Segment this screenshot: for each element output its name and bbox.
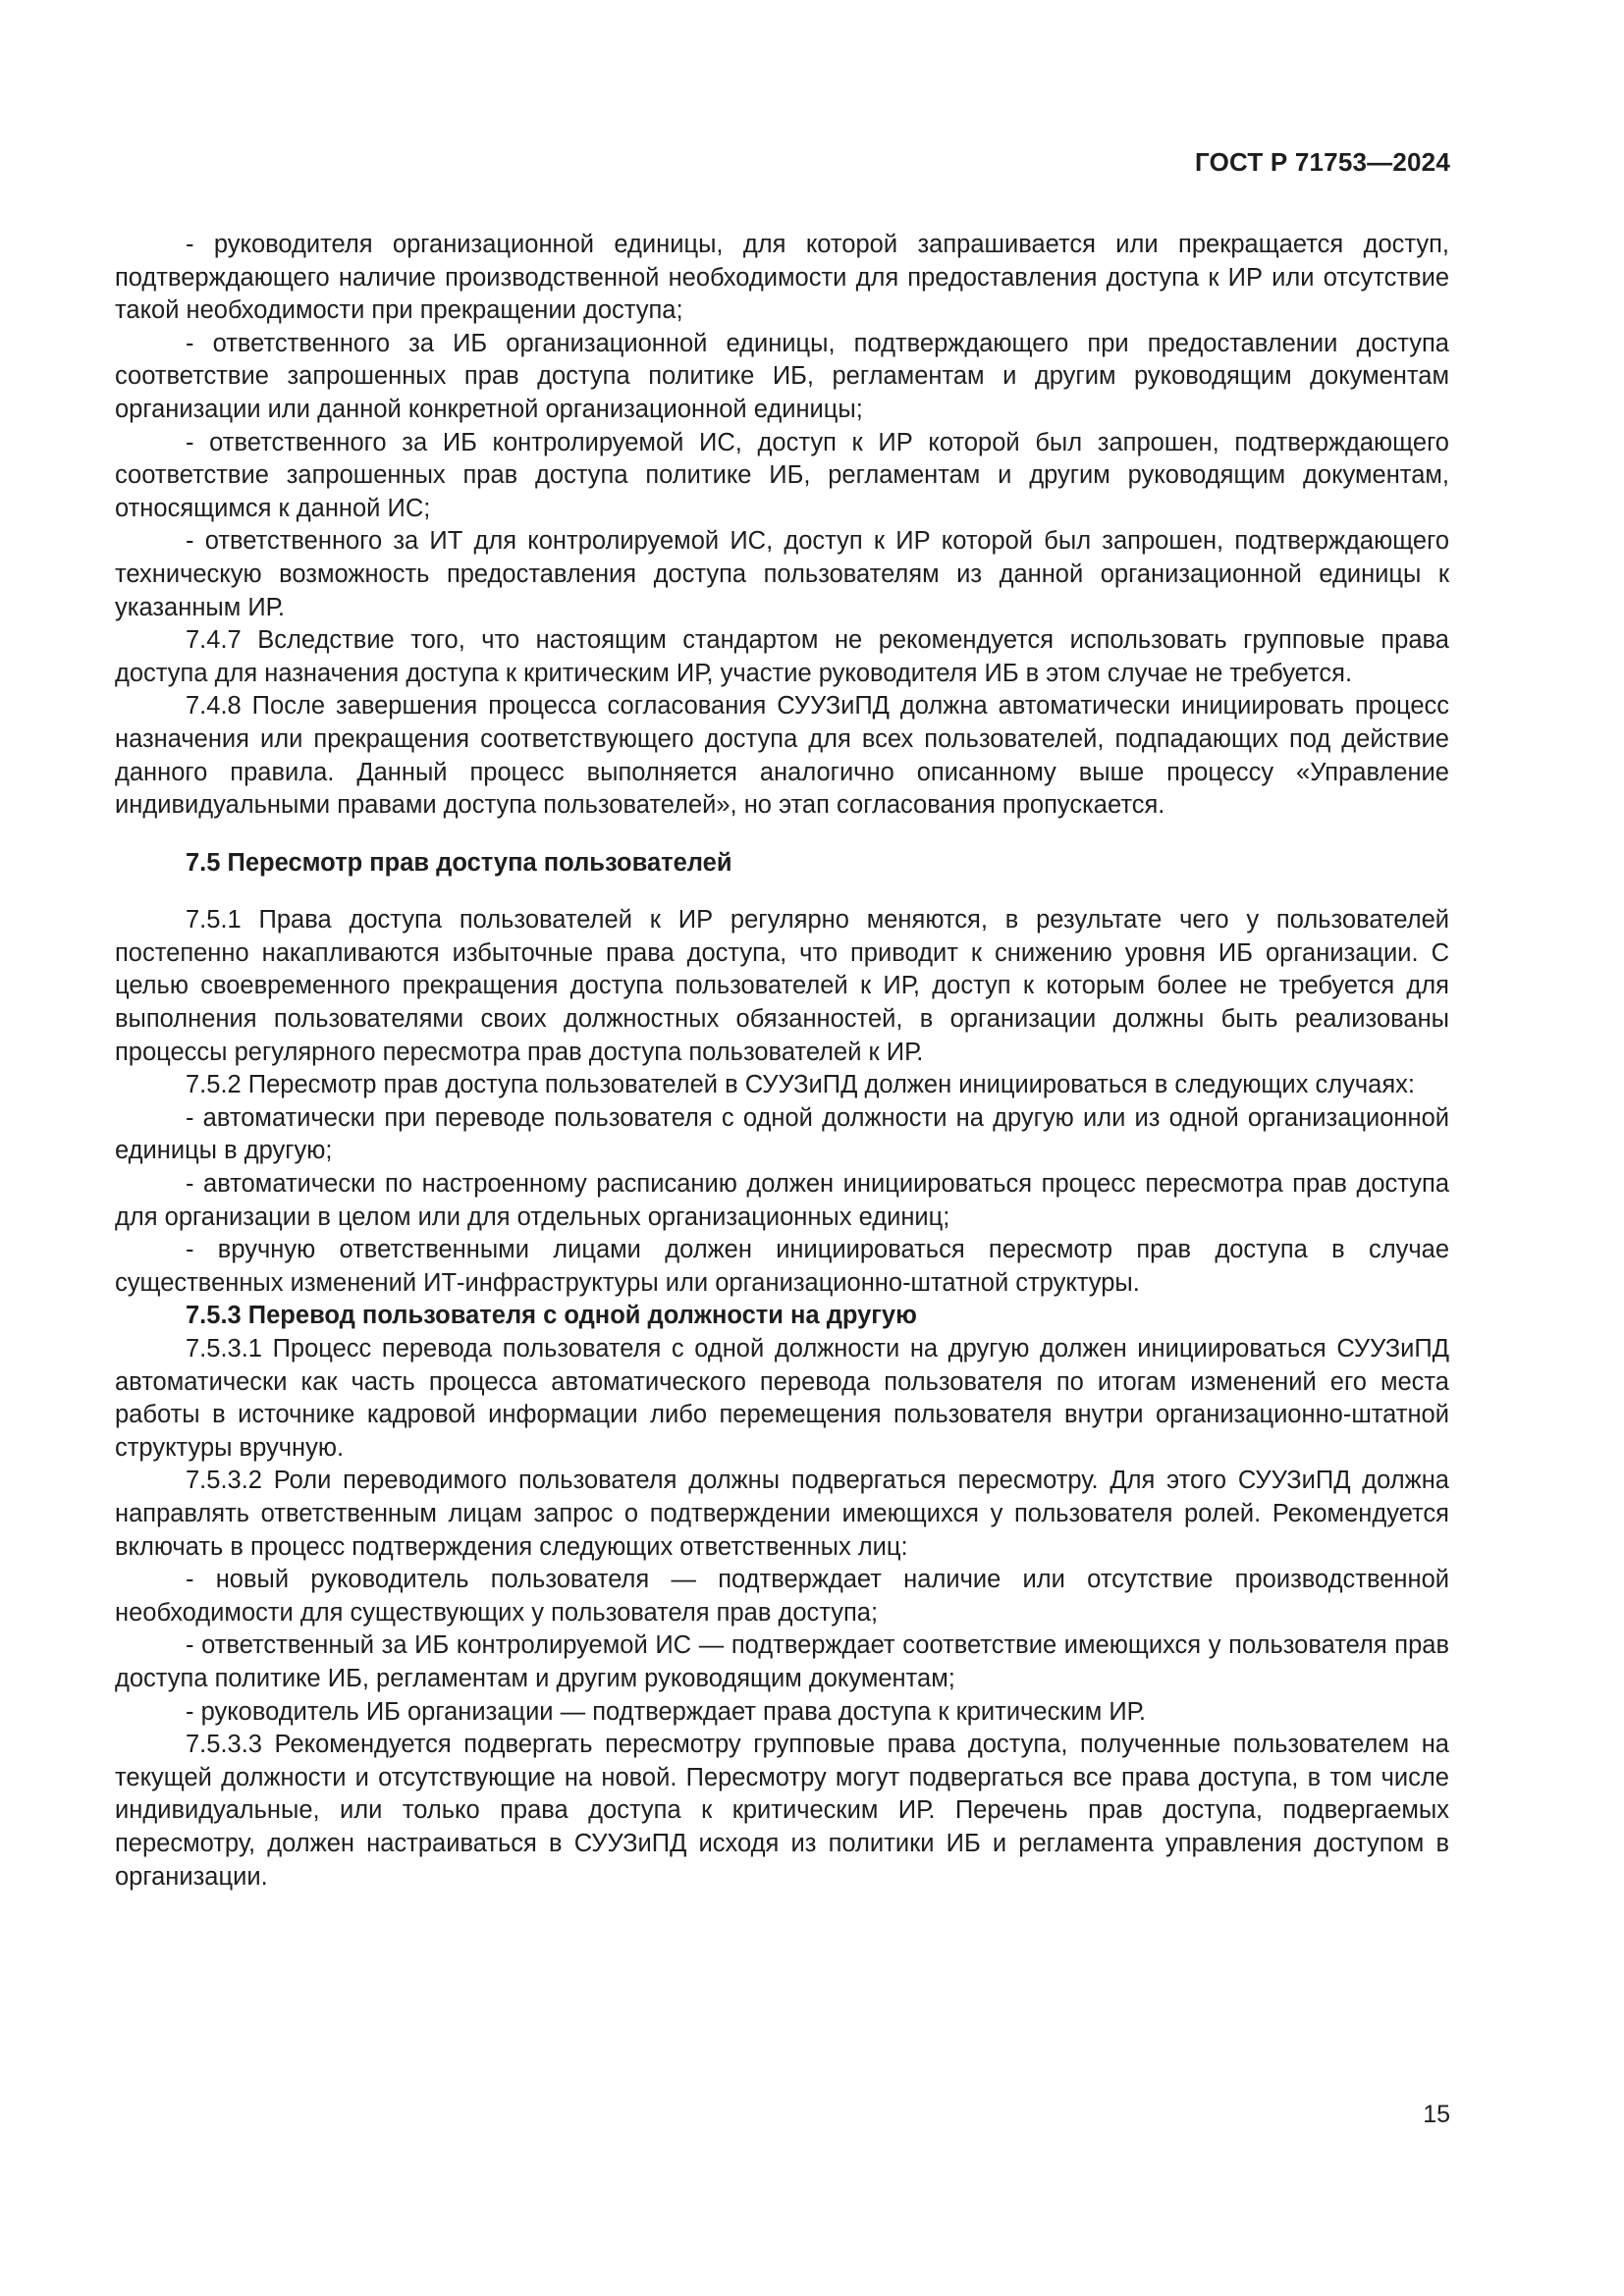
clause-7-5-1: 7.5.1 Права доступа пользователей к ИР регулярно меняются, в результате чего у пользователей постепенно накапливаются избыточные права доступа, что приводит к снижению уровня ИБ организации. С целью своевременного прекращения доступа пользователей к ИР, доступ к которым более не требуется для выполнения пользователями своих должностных обязанностей, в организации должны быть реализованы процессы регулярного пересмотра прав доступа пользователей к ИР. [115, 906, 1449, 1066]
clause-7-5-2: 7.5.2 Пересмотр прав доступа пользователей в СУУЗиПД должен инициироваться в следующих случаях: [186, 1071, 1415, 1099]
list-item-system-security-officer: - ответственного за ИБ контролируемой ИС, доступ к ИР которой был запрошен, подтверждающего соответствие запрошенных прав доступа политике ИБ, регламентам и другим руководящим документам, относящимся к данной ИС; [115, 428, 1449, 522]
list-item-unit-manager: - руководителя организационной единицы, для которой запрашивается или прекращается доступ, подтверждающего наличие производственной необходимости для предоставления доступа к ИР или отсутствие такой необходимости при прекращении доступа; [115, 231, 1449, 325]
clause-7-4-7: 7.4.7 Вследствие того, что настоящим стандартом не рекомендуется использовать групповые права доступа для назначения доступа к критическим ИР, участие руководителя ИБ в этом случае не требуется. [115, 626, 1449, 687]
list-item-auto-schedule: - автоматически по настроенному расписанию должен инициироваться процесс пересмотра прав доступа для организации в целом или для отдельных организационных единиц; [115, 1170, 1449, 1231]
section-heading-7-5: 7.5 Пересмотр прав доступа пользователей [186, 848, 732, 877]
list-item-manual-review: - вручную ответственными лицами должен инициироваться пересмотр прав доступа в случае существенных изменений ИТ-инфраструктуры или организационно-штатной структуры. [115, 1236, 1449, 1297]
subsection-heading-7-5-3: 7.5.3 Перевод пользователя с одной должности на другую [186, 1302, 917, 1330]
list-item-system-security-officer-confirm: - ответственный за ИБ контролируемой ИС — подтверждает соответствие имеющихся у пользователя прав доступа политике ИБ, регламентам и другим руководящим документам; [115, 1631, 1449, 1692]
list-item-new-manager: - новый руководитель пользователя — подтверждает наличие или отсутствие производственной необходимости для существующих у пользователя прав доступа; [115, 1566, 1449, 1627]
list-item-unit-security-officer: - ответственного за ИБ организационной единицы, подтверждающего при предоставлении доступа соответствие запрошенных прав доступа политике ИБ, регламентам и другим руководящим документам организации или данной конкретной организационной единицы; [115, 329, 1449, 423]
clause-7-5-3-1: 7.5.3.1 Процесс перевода пользователя с одной должности на другую должен инициироваться СУУЗиПД автоматически как часть процесса автоматического перевода пользователя по итогам изменений его места работы в источнике кадровой информации либо перемещения пользователя внутри организационно-штатной структуры вручную. [115, 1335, 1449, 1462]
list-item-system-it-officer: - ответственного за ИТ для контролируемой ИС, доступ к ИР которой был запрошен, подтверждающего техническую возможность предоставления доступа пользователям из данной организационной единицы к указанным ИР. [115, 527, 1449, 621]
document-body [115, 229, 1449, 1894]
clause-7-5-3-3: 7.5.3.3 Рекомендуется подвергать пересмотру групповые права доступа, полученные пользователем на текущей должности и отсутствующие на новой. Пересмотру могут подвергаться все права доступа, в том числе индивидуальные, или только права доступа к критическим ИР. Перечень прав доступа, подвергаемых пересмотру, должен настраиваться в СУУЗиПД исходя из политики ИБ и регламента управления доступом в организации. [115, 1731, 1449, 1891]
clause-7-4-8: 7.4.8 После завершения процесса согласования СУУЗиПД должна автоматически инициировать процесс назначения или прекращения соответствующего доступа для всех пользователей, подпадающих под действие данного правила. Данный процесс выполняется аналогично описанному выше процессу «Управление индивидуальными правами доступа пользователей», но этап согласования пропускается. [115, 692, 1449, 820]
clause-7-5-3-2: 7.5.3.2 Роли переводимого пользователя должны подвергаться пересмотру. Для этого СУУЗиПД должна направлять ответственным лицам запрос о подтверждении имеющихся у пользователя ролей. Рекомендуется включать в процесс подтверждения следующих ответственных лиц: [115, 1467, 1449, 1561]
standard-header: ГОСТ Р 71753—2024 [1195, 147, 1450, 177]
list-item-auto-transfer: - автоматически при переводе пользователя с одной должности на другую или из одной организационной единицы в другую; [115, 1103, 1449, 1165]
list-item-security-head: - руководитель ИБ организации — подтверждает права доступа к критическим ИР. [186, 1697, 1146, 1726]
page-number: 15 [1423, 2101, 1450, 2128]
